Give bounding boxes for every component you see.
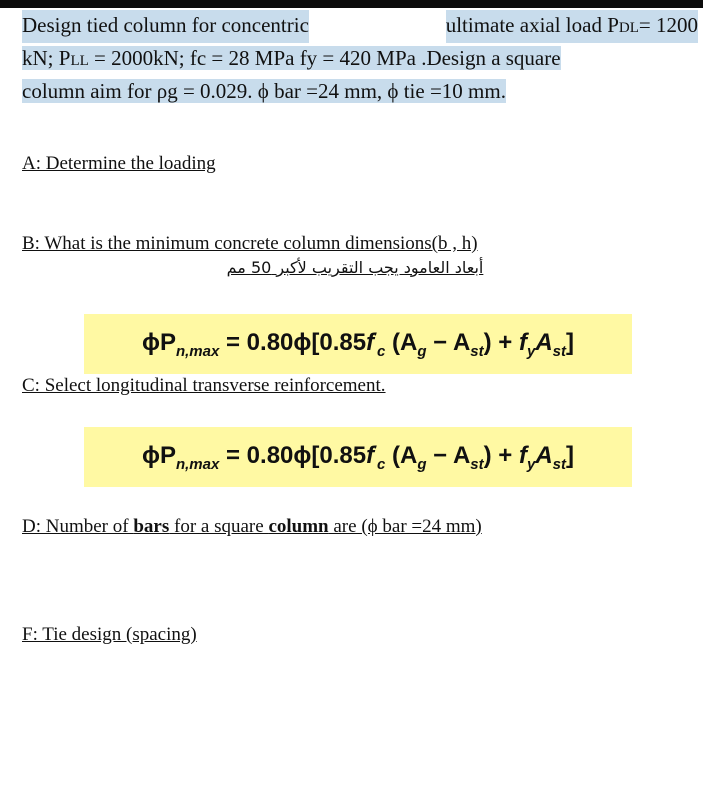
formula-2 xyxy=(142,442,574,473)
formula-fy-sub: y xyxy=(526,342,536,360)
question-d-part2: for a square xyxy=(169,516,269,537)
formula-lhs-sub: n,max xyxy=(175,455,220,473)
formula-a2: A xyxy=(535,441,553,469)
formula-ast2-sub: st xyxy=(552,455,567,473)
top-bar xyxy=(0,0,703,8)
formula-ast-sub: st xyxy=(470,455,484,473)
problem-line-2-text xyxy=(22,46,561,70)
question-a: A: Determine the loading xyxy=(22,153,216,174)
formula-1 xyxy=(142,329,574,360)
formula-lhs: ϕP xyxy=(141,441,176,469)
problem-line-1-left: Design tied column for concentric xyxy=(22,10,309,43)
formula-ag-sub: g xyxy=(417,342,427,360)
formula-fc: f xyxy=(366,328,375,356)
formula-a2: A xyxy=(535,328,553,356)
problem-statement xyxy=(22,10,698,106)
formula-minus: − A xyxy=(426,441,471,469)
problem-line-3-text: column aim for ρg = 0.029. ϕ bar =24 mm, ϕ tie =10 mm. xyxy=(22,79,506,103)
problem-line-2 xyxy=(22,43,698,76)
question-d-bars: bars xyxy=(133,516,170,537)
formula-lhs: ϕP xyxy=(141,328,176,356)
question-d xyxy=(22,516,482,538)
formula-ag-sub: g xyxy=(417,455,427,473)
live-load-label: kN; P xyxy=(22,46,71,70)
problem-line-1-right xyxy=(446,10,698,43)
formula-ast2-sub: st xyxy=(552,342,567,360)
question-c: C: Select longitudinal transverse reinforcement. xyxy=(22,375,386,396)
material-properties: = 2000kN; fc = 28 MPa fy = 420 MPa .Design a square xyxy=(88,46,561,70)
question-b-arabic-note: أبعاد العامود يجب التقريب لأكبر 50 مم xyxy=(226,258,484,277)
formula-eq: = 0.80ϕ[0.85 xyxy=(219,328,367,356)
formula-fc: f xyxy=(366,441,375,469)
formula-fc-sub: c xyxy=(376,342,386,360)
formula-lhs-sub: n,max xyxy=(175,342,220,360)
formula-fc-prime: ′ xyxy=(374,442,377,457)
question-d-column: column xyxy=(268,516,329,537)
formula-fc-sub: c xyxy=(376,455,386,473)
formula-end: ] xyxy=(566,328,575,356)
problem-line-1 xyxy=(22,10,698,43)
formula-box-2 xyxy=(84,427,632,487)
dead-load-label: ultimate axial load P xyxy=(445,13,619,37)
formula-end: ] xyxy=(566,441,575,469)
formula-fy-sub: y xyxy=(526,455,536,473)
formula-close: ) + xyxy=(483,328,519,356)
dead-load-value: = 1200 xyxy=(638,13,698,37)
formula-minus: − A xyxy=(426,328,471,356)
question-d-part1: D: Number of xyxy=(22,516,134,537)
formula-box-1 xyxy=(84,314,632,374)
formula-fy: f xyxy=(518,441,527,469)
dead-load-subscript: DL xyxy=(618,20,639,36)
formula-fc-prime: ′ xyxy=(374,329,377,344)
formula-paren-open: (A xyxy=(385,441,418,469)
problem-line-3 xyxy=(22,76,698,106)
question-f: F: Tie design (spacing) xyxy=(22,624,197,645)
formula-paren-open: (A xyxy=(385,328,418,356)
formula-eq: = 0.80ϕ[0.85 xyxy=(219,441,367,469)
question-b: B: What is the minimum concrete column dimensions(b , h) xyxy=(22,233,478,254)
live-load-subscript: LL xyxy=(70,53,89,69)
formula-ast-sub: st xyxy=(470,342,484,360)
formula-fy: f xyxy=(518,328,527,356)
formula-close: ) + xyxy=(483,441,519,469)
question-d-part3: are (ϕ bar =24 mm) xyxy=(328,516,482,537)
